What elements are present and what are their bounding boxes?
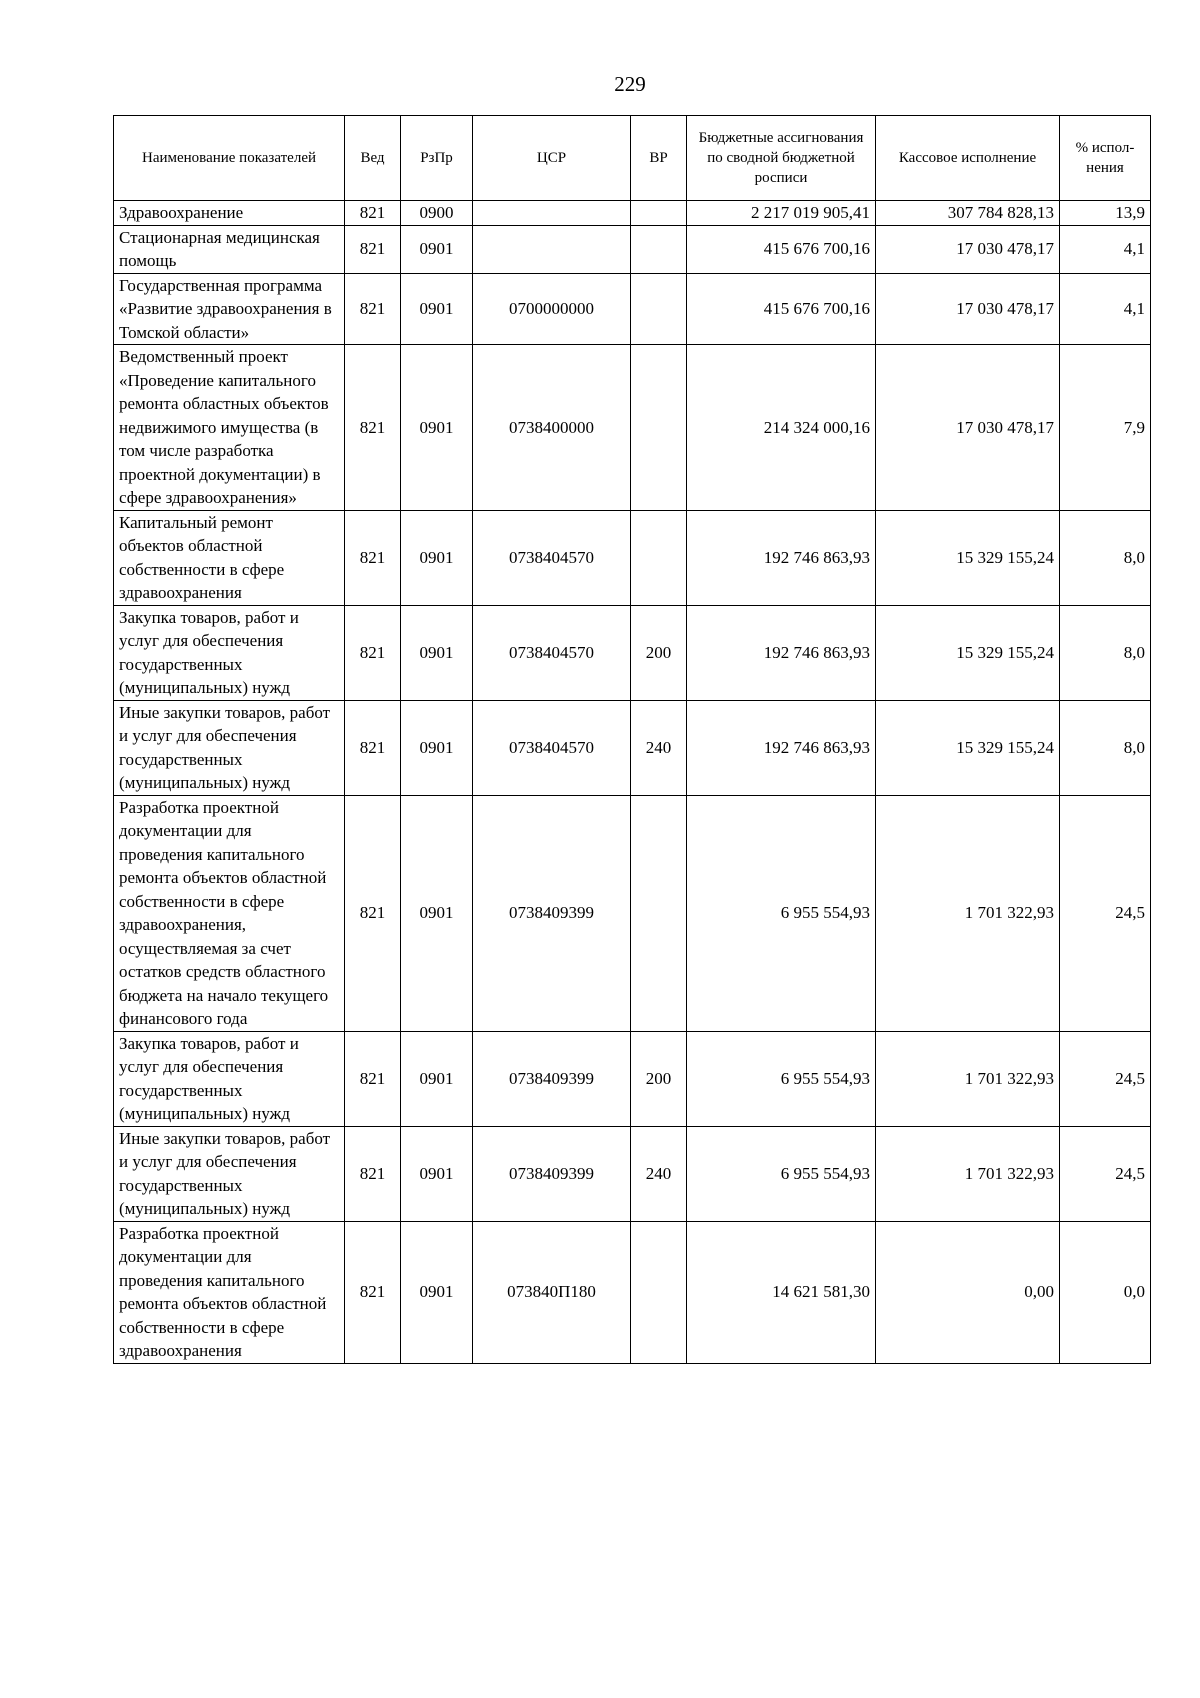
- cell-csr: 0700000000: [473, 273, 631, 345]
- cell-budget: 415 676 700,16: [687, 273, 876, 345]
- cell-vr: [631, 273, 687, 345]
- cell-csr: 0738409399: [473, 1031, 631, 1126]
- cell-cash: 307 784 828,13: [876, 201, 1060, 226]
- cell-name: Иные закупки товаров, работ и услуг для обеспечения государственных (муниципальных) нужд: [114, 1126, 345, 1221]
- table-row: [114, 201, 1151, 226]
- cell-rzpr: 0900: [401, 201, 473, 226]
- table-row: [114, 225, 1151, 273]
- cell-rzpr: 0901: [401, 795, 473, 1031]
- cell-percent: 4,1: [1060, 225, 1151, 273]
- cell-ved: 821: [345, 201, 401, 226]
- table-row: [114, 510, 1151, 605]
- cell-cash: 15 329 155,24: [876, 510, 1060, 605]
- header-vr: ВР: [631, 116, 687, 201]
- cell-cash: 17 030 478,17: [876, 345, 1060, 511]
- cell-vr: [631, 795, 687, 1031]
- cell-cash: 1 701 322,93: [876, 1031, 1060, 1126]
- cell-percent: 8,0: [1060, 605, 1151, 700]
- cell-cash: 1 701 322,93: [876, 1126, 1060, 1221]
- cell-name: Разработка проектной документации для проведения капитального ремонта объектов областной собственности в сфере здравоохранения: [114, 1221, 345, 1363]
- cell-rzpr: 0901: [401, 1126, 473, 1221]
- cell-vr: 240: [631, 700, 687, 795]
- cell-rzpr: 0901: [401, 1221, 473, 1363]
- table-row: [114, 700, 1151, 795]
- cell-rzpr: 0901: [401, 225, 473, 273]
- cell-csr: [473, 225, 631, 273]
- cell-budget: 6 955 554,93: [687, 1126, 876, 1221]
- cell-name: Государственная программа «Развитие здравоохранения в Томской области»: [114, 273, 345, 345]
- cell-budget: 14 621 581,30: [687, 1221, 876, 1363]
- page-number: 229: [614, 72, 646, 96]
- cell-budget: 6 955 554,93: [687, 1031, 876, 1126]
- cell-budget: 214 324 000,16: [687, 345, 876, 511]
- cell-rzpr: 0901: [401, 345, 473, 511]
- cell-percent: 24,5: [1060, 795, 1151, 1031]
- cell-cash: 17 030 478,17: [876, 273, 1060, 345]
- cell-percent: 24,5: [1060, 1031, 1151, 1126]
- table-row: [114, 1126, 1151, 1221]
- cell-vr: [631, 345, 687, 511]
- cell-vr: [631, 510, 687, 605]
- cell-csr: 073840П180: [473, 1221, 631, 1363]
- cell-csr: 0738404570: [473, 700, 631, 795]
- cell-ved: 821: [345, 1031, 401, 1126]
- cell-cash: 1 701 322,93: [876, 795, 1060, 1031]
- cell-budget: 2 217 019 905,41: [687, 201, 876, 226]
- cell-cash: 15 329 155,24: [876, 700, 1060, 795]
- table-row: [114, 605, 1151, 700]
- table-row: [114, 273, 1151, 345]
- table-header-row: [114, 116, 1151, 201]
- cell-percent: 13,9: [1060, 201, 1151, 226]
- cell-budget: 192 746 863,93: [687, 605, 876, 700]
- cell-name: Капитальный ремонт объектов областной собственности в сфере здравоохранения: [114, 510, 345, 605]
- cell-name: Закупка товаров, работ и услуг для обеспечения государственных (муниципальных) нужд: [114, 1031, 345, 1126]
- cell-csr: [473, 201, 631, 226]
- cell-vr: [631, 225, 687, 273]
- table-row: [114, 345, 1151, 511]
- header-rzpr: РзПр: [401, 116, 473, 201]
- cell-rzpr: 0901: [401, 1031, 473, 1126]
- cell-name: Закупка товаров, работ и услуг для обеспечения государственных (муниципальных) нужд: [114, 605, 345, 700]
- cell-rzpr: 0901: [401, 273, 473, 345]
- cell-percent: 0,0: [1060, 1221, 1151, 1363]
- cell-name: Стационарная медицинская помощь: [114, 225, 345, 273]
- cell-vr: 240: [631, 1126, 687, 1221]
- cell-percent: 24,5: [1060, 1126, 1151, 1221]
- cell-csr: 0738404570: [473, 605, 631, 700]
- cell-ved: 821: [345, 1221, 401, 1363]
- cell-name: Иные закупки товаров, работ и услуг для обеспечения государственных (муниципальных) нужд: [114, 700, 345, 795]
- cell-ved: 821: [345, 1126, 401, 1221]
- cell-cash: 15 329 155,24: [876, 605, 1060, 700]
- cell-vr: [631, 1221, 687, 1363]
- cell-percent: 8,0: [1060, 700, 1151, 795]
- cell-rzpr: 0901: [401, 510, 473, 605]
- cell-budget: 192 746 863,93: [687, 510, 876, 605]
- cell-csr: 0738409399: [473, 1126, 631, 1221]
- cell-vr: 200: [631, 1031, 687, 1126]
- cell-ved: 821: [345, 605, 401, 700]
- cell-ved: 821: [345, 273, 401, 345]
- table-row: [114, 795, 1151, 1031]
- cell-vr: 200: [631, 605, 687, 700]
- table-body: [114, 201, 1151, 1364]
- cell-rzpr: 0901: [401, 605, 473, 700]
- cell-budget: 192 746 863,93: [687, 700, 876, 795]
- cell-name: Ведомственный проект «Проведение капитального ремонта областных объектов недвижимого имущества (в том числе разработка проектной документации) в сфере здравоохранения»: [114, 345, 345, 511]
- cell-rzpr: 0901: [401, 700, 473, 795]
- cell-ved: 821: [345, 510, 401, 605]
- table-row: [114, 1221, 1151, 1363]
- cell-name: Разработка проектной документации для проведения капитального ремонта объектов областной собственности в сфере здравоохранения, осуществляемая за счет остатков средств областного бюджета на начало текущего финансового года: [114, 795, 345, 1031]
- cell-budget: 415 676 700,16: [687, 225, 876, 273]
- cell-percent: 4,1: [1060, 273, 1151, 345]
- header-cash: Кассовое исполнение: [876, 116, 1060, 201]
- cell-vr: [631, 201, 687, 226]
- cell-name: Здравоохранение: [114, 201, 345, 226]
- cell-csr: 0738400000: [473, 345, 631, 511]
- header-percent: % испол-нения: [1060, 116, 1151, 201]
- cell-percent: 8,0: [1060, 510, 1151, 605]
- cell-ved: 821: [345, 225, 401, 273]
- cell-percent: 7,9: [1060, 345, 1151, 511]
- cell-csr: 0738409399: [473, 795, 631, 1031]
- header-budget: Бюджетные ассигнования по сводной бюджетной росписи: [687, 116, 876, 201]
- cell-ved: 821: [345, 345, 401, 511]
- cell-cash: 17 030 478,17: [876, 225, 1060, 273]
- cell-ved: 821: [345, 700, 401, 795]
- header-csr: ЦСР: [473, 116, 631, 201]
- cell-budget: 6 955 554,93: [687, 795, 876, 1031]
- cell-cash: 0,00: [876, 1221, 1060, 1363]
- cell-csr: 0738404570: [473, 510, 631, 605]
- header-ved: Вед: [345, 116, 401, 201]
- header-name: Наименование показателей: [114, 116, 345, 201]
- cell-ved: 821: [345, 795, 401, 1031]
- table-row: [114, 1031, 1151, 1126]
- budget-execution-table: [113, 115, 1151, 1364]
